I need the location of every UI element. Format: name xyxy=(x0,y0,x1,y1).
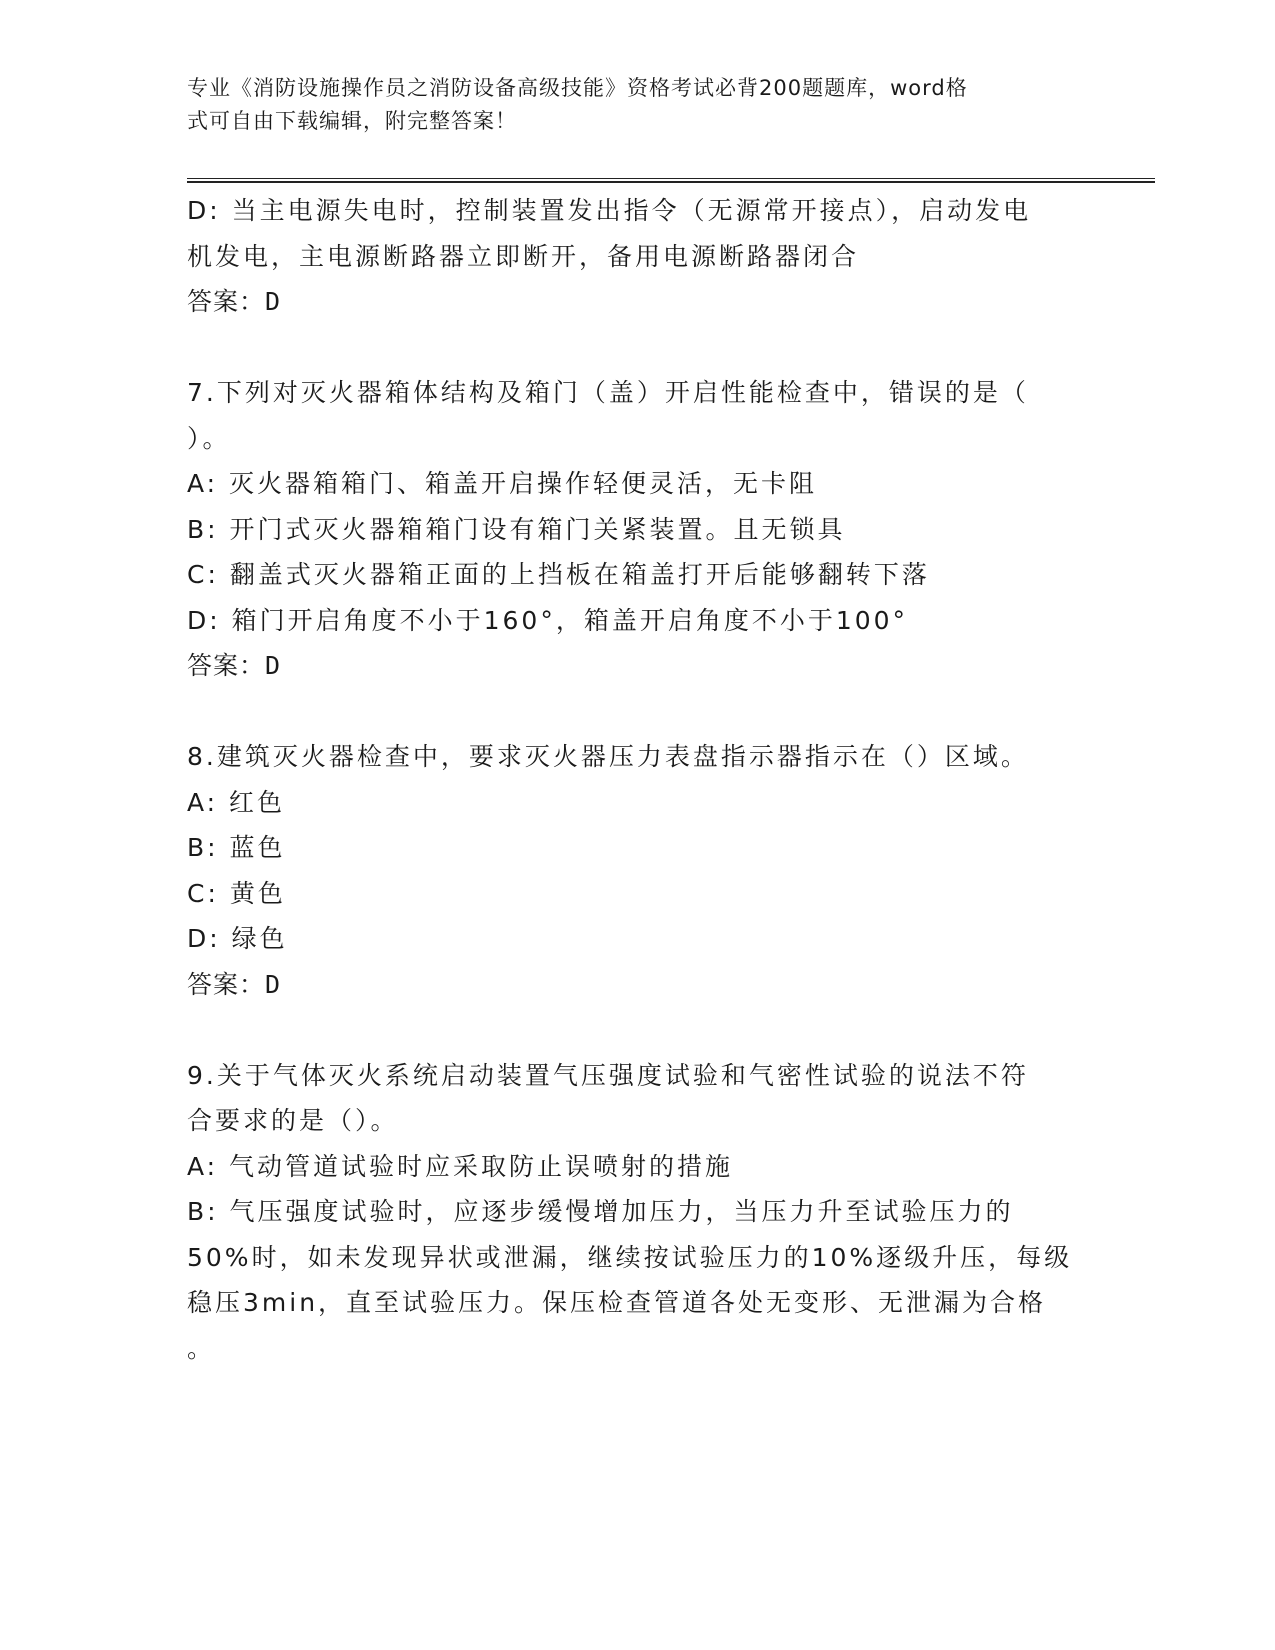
question-6-tail xyxy=(187,188,1087,325)
answer: 答案：D xyxy=(187,287,282,316)
option-a: A: 气动管道试验时应采取防止误喷射的措施 xyxy=(187,1151,734,1181)
question-9 xyxy=(187,1053,1087,1372)
question-8 xyxy=(187,734,1087,1007)
spacer xyxy=(187,325,1087,371)
option-a: A: 灭火器箱箱门、箱盖开启操作轻便灵活，无卡阻 xyxy=(187,469,818,498)
option-b-line-2: 50%时，如未发现异状或泄漏，继续按试验压力的10%逐级升压，每级 xyxy=(187,1242,1073,1272)
option-b: B: 蓝色 xyxy=(187,833,286,862)
option-a: A: 红色 xyxy=(187,787,286,817)
answer: 答案：D xyxy=(187,651,282,680)
page-header xyxy=(187,72,1067,138)
option-d-line-1: D: 当主电源失电时，控制装置发出指令（无源常开接点），启动发电 xyxy=(187,196,1032,225)
spacer xyxy=(187,1007,1087,1053)
option-b-line-1: B: 气压强度试验时，应逐步缓慢增加压力，当压力升至试验压力的 xyxy=(187,1197,1014,1226)
question-stem-line-1: 7.下列对灭火器箱体结构及箱门（盖）开启性能检查中，错误的是（ xyxy=(187,378,1029,407)
question-stem: 8.建筑灭火器检查中，要求灭火器压力表盘指示器指示在（）区域。 xyxy=(187,742,1029,771)
option-d: D: 绿色 xyxy=(187,924,288,953)
option-b-line-3: 稳压3min，直至试验压力。保压检查管道各处无变形、无泄漏为合格 xyxy=(187,1288,1047,1317)
question-7 xyxy=(187,370,1087,689)
header-divider xyxy=(187,178,1155,183)
answer: 答案：D xyxy=(187,969,282,999)
header-line-1: 专业《消防设施操作员之消防设备高级技能》资格考试必背200题题库，word格 xyxy=(187,76,968,100)
option-b: B: 开门式灭火器箱箱门设有箱门关紧装置。且无锁具 xyxy=(187,514,846,544)
question-stem-line-1: 9.关于气体灭火系统启动装置气压强度试验和气密性试验的说法不符 xyxy=(187,1060,1029,1090)
option-b-line-4: 。 xyxy=(187,1333,216,1363)
option-c: C: 黄色 xyxy=(187,878,286,908)
option-d: D: 箱门开启角度不小于160°，箱盖开启角度不小于100° xyxy=(187,605,909,635)
option-c: C: 翻盖式灭火器箱正面的上挡板在箱盖打开后能够翻转下落 xyxy=(187,560,930,589)
question-stem-line-2: ）。 xyxy=(187,423,231,453)
spacer xyxy=(187,689,1087,735)
header-line-2: 式可自由下载编辑，附完整答案！ xyxy=(187,109,517,133)
question-stem-line-2: 合要求的是（）。 xyxy=(187,1106,399,1135)
option-d-line-2: 机发电，主电源断路器立即断开，备用电源断路器闭合 xyxy=(187,241,860,271)
document-body xyxy=(187,188,1087,1371)
